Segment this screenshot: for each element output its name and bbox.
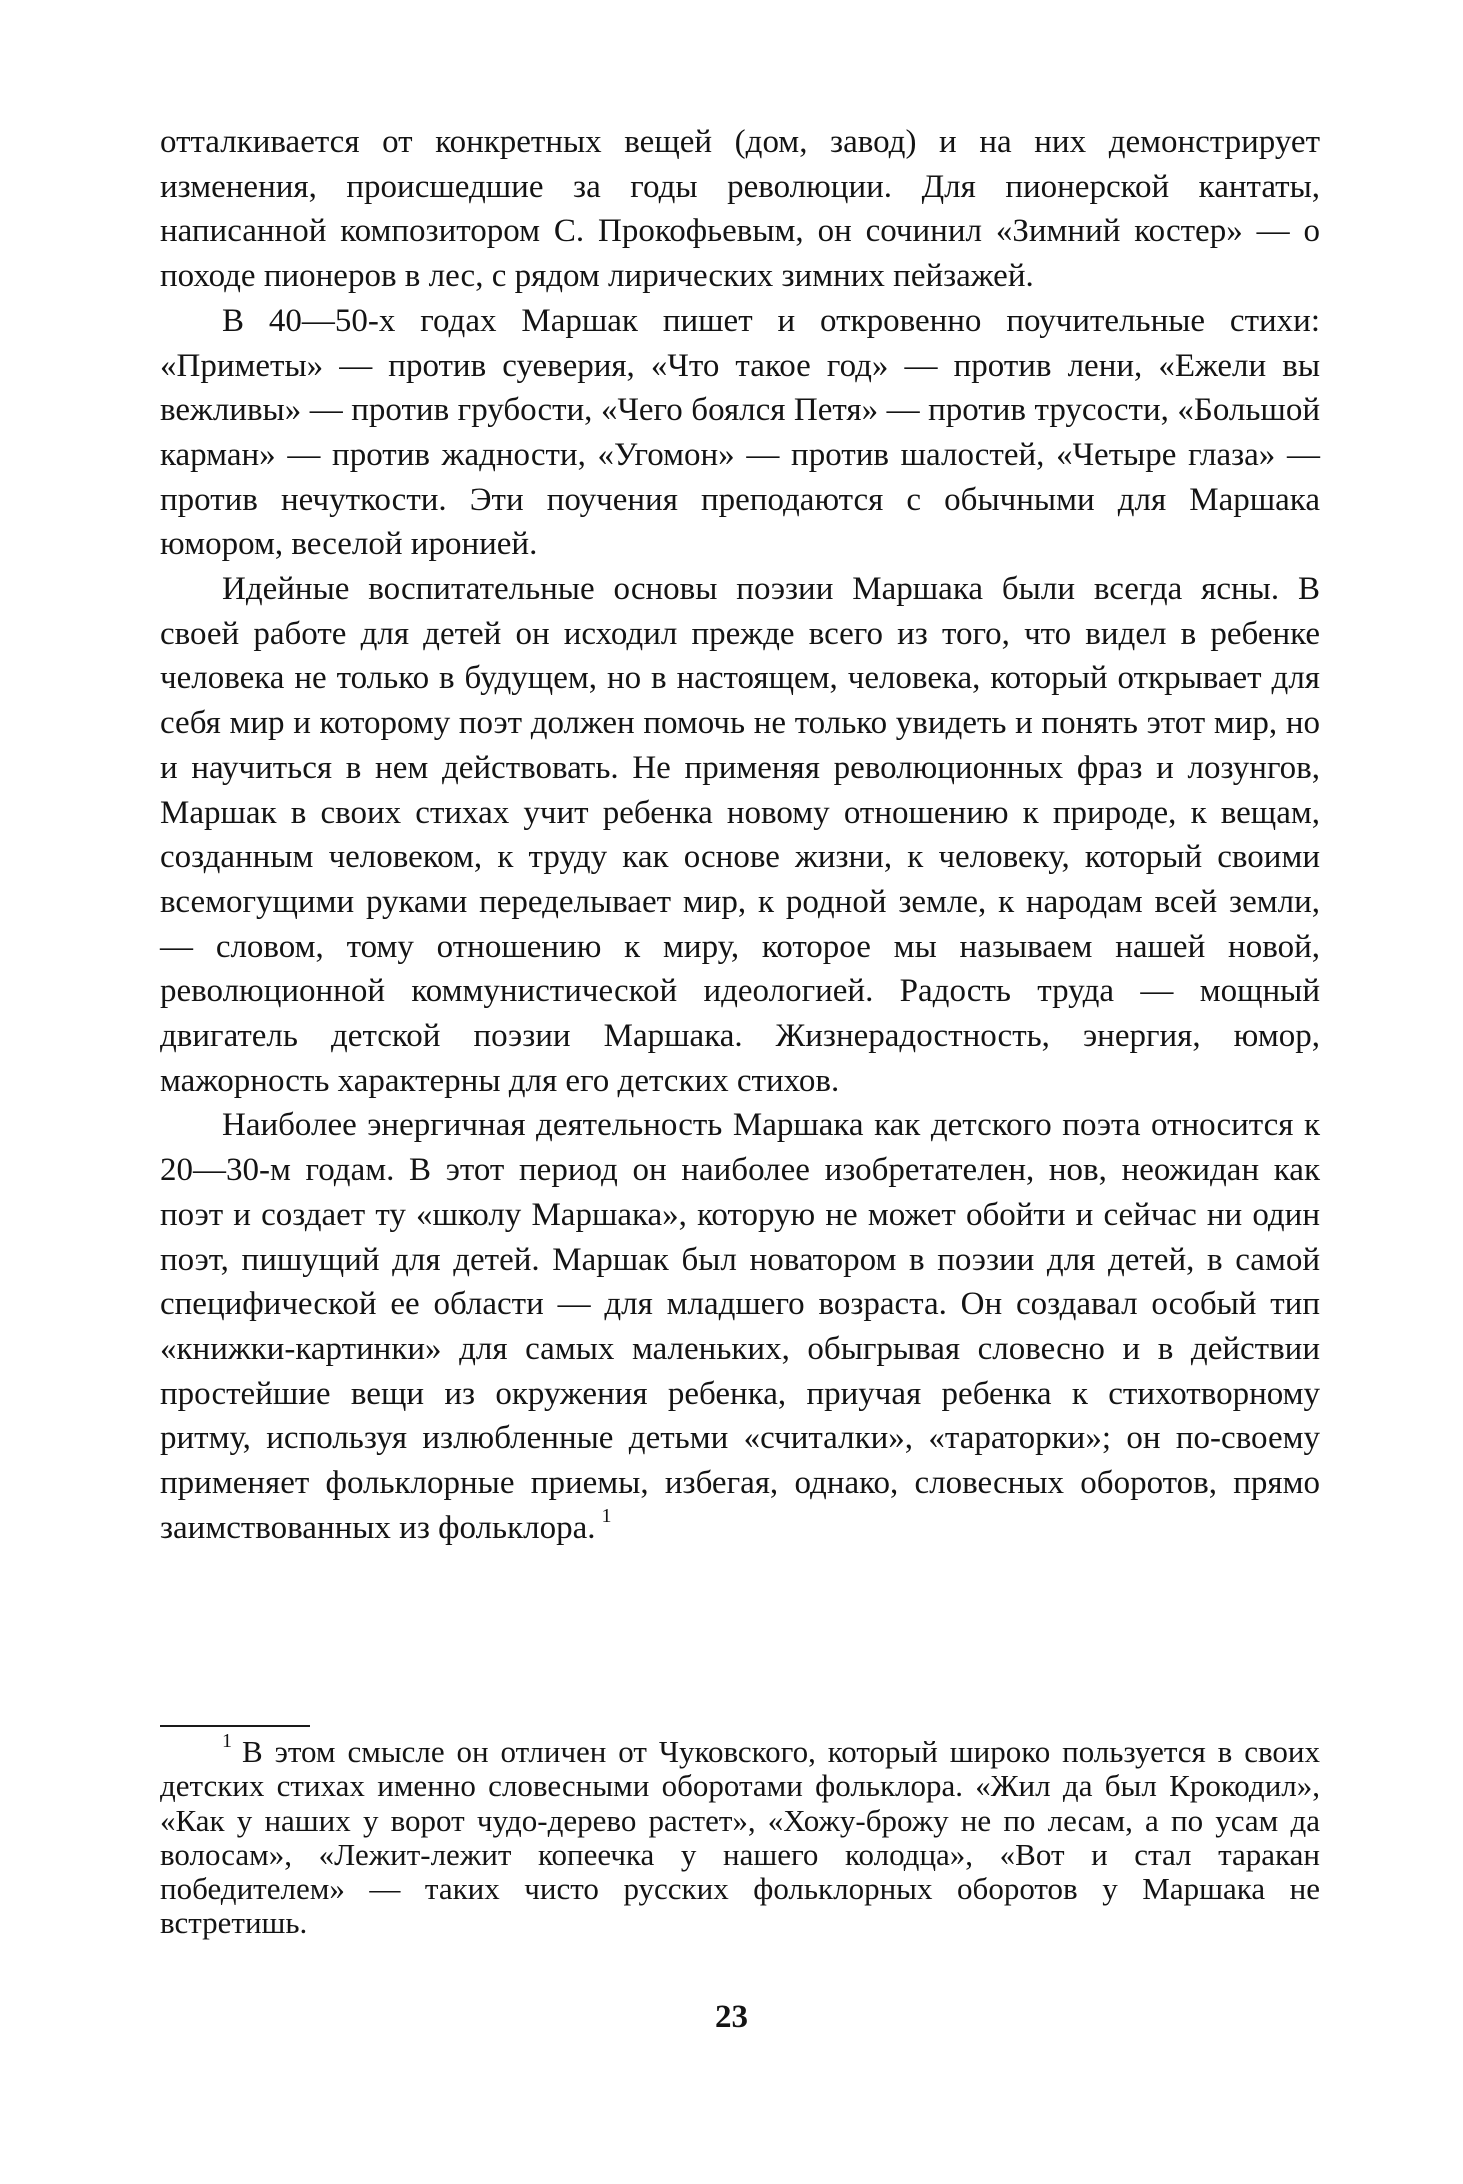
- footnote-separator: [160, 1725, 310, 1727]
- footnote-text: В этом смысле он отличен от Чуковского, который широко пользуется в своих детских стихах именно словесными оборотами фольклора. «Жил да был Крокодил», «Как у наших у ворот чудо-дерево растет», «Хожу-брожу не по лесам, а по усам да волосам», «Лежит-лежит копеечка у нашего колодца», «Вот и стал таракан победителем» — таких чисто русских фольклорных оборотов у Маршака не встретишь.: [160, 1734, 1320, 1941]
- paragraph-text: Наиболее энергичная деятельность Маршака как детского поэта относится к 20—30-м годам. В этот период он наиболее изобретателен, нов, неожидан как поэт и создает ту «школу Маршака», которую не может обойти и сейчас ни один поэт, пишущий для детей. Маршак был новатором в поэзии для детей, в самой специфической ее области — для младшего возраста. Он создавал особый тип «книжки-картинки» для самых маленьких, обыгрывая словесно и в действии простейшие вещи из окружения ребенка, приучая ребенка к стихотворному ритму, используя излюбленные детьми «считалки», «тараторки»; он по-своему применяет фольклорные приемы, избегая, однако, словесных оборотов, прямо заимствованных из фольклора.: [160, 1107, 1320, 1546]
- paragraph-with-footnote: [160, 1103, 1320, 1550]
- page-number: 23: [715, 1999, 748, 2035]
- footnote: [160, 1729, 1320, 1941]
- paragraph: Идейные воспитательные основы поэзии Маршака были всегда ясны. В своей работе для детей он исходил прежде всего из того, что видел в ребенке человека не только в будущем, но в настоящем, человека, который открывает для себя мир и которому поэт должен помочь не только увидеть и понять этот мир, но и научиться в нем действовать. Не применяя революционных фраз и лозунгов, Маршак в своих стихах учит ребенка новому отношению к природе, к вещам, созданным человеком, к труду как основе жизни, к человеку, который своими всемогущими руками переделывает мир, к родной земле, к народам всей земли, — словом, тому отношению к миру, которое мы называем нашей новой, революционной коммунистической идеологией. Радость труда — мощный двигатель детской поэзии Маршака. Жизнерадостность, энергия, юмор, мажорность характерны для его детских стихов.: [160, 571, 1320, 1099]
- footnote-marker: 1: [222, 1729, 232, 1752]
- paragraph: В 40—50-х годах Маршак пишет и откровенно поучительные стихи: «Приметы» — против суеверия, «Что такое год» — против лени, «Ежели вы вежливы» — против грубости, «Чего боялся Петя» — против трусости, «Большой карман» — против жадности, «Угомон» — против шалостей, «Четыре глаза» — против нечуткости. Эти поучения преподаются с обычными для Маршака юмором, веселой иронией.: [160, 302, 1320, 563]
- footnote-reference: 1: [601, 1504, 612, 1527]
- page-body: [160, 120, 1320, 1551]
- paragraph: отталкивается от конкретных вещей (дом, завод) и на них демонстрирует изменения, происшедшие за годы революции. Для пионерской кантаты, написанной композитором С. Прокофьевым, он сочинил «Зимний костер» — о походе пионеров в лес, с рядом лирических зимних пейзажей.: [160, 124, 1320, 295]
